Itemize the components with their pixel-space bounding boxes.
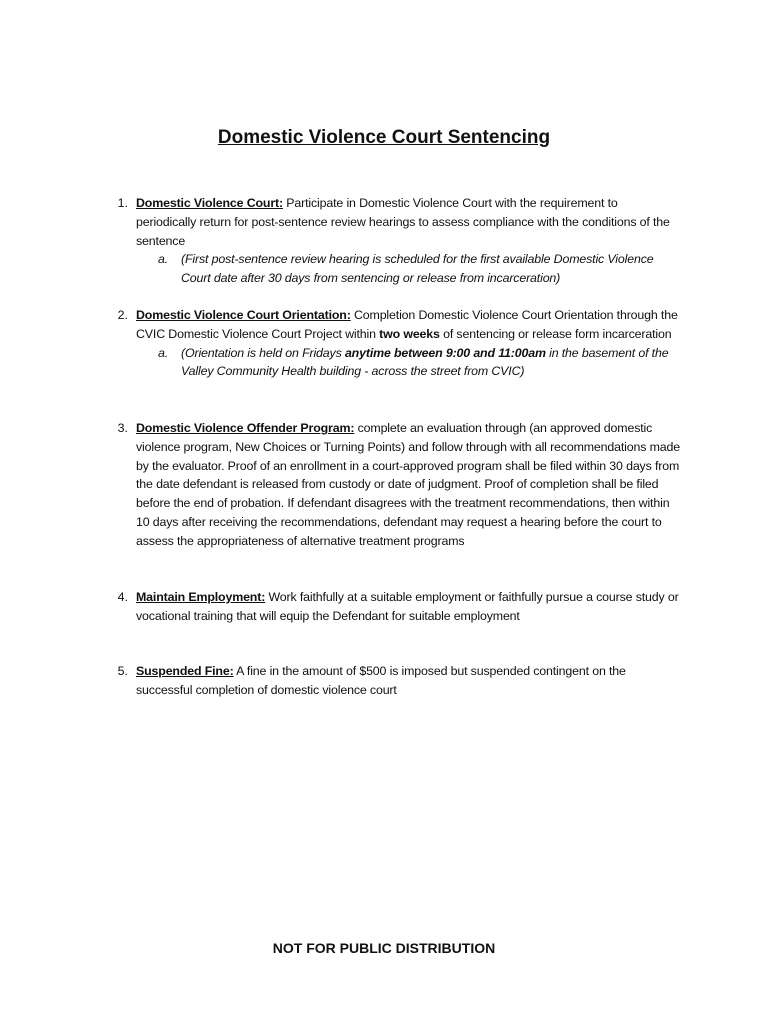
sub-item-text: (First post-sentence review hearing is scheduled for the first available Domestic Violence Court date after 30 days from sentencing or release from incarceration) <box>181 252 654 286</box>
list-item-number: 1. <box>117 196 128 210</box>
list-item-text: of sentencing or release form incarceration <box>439 326 672 341</box>
list-item-text-bold: two weeks <box>379 326 440 341</box>
page-title: Domestic Violence Court Sentencing <box>217 127 551 148</box>
list-item-body <box>136 194 681 288</box>
list-item-body <box>136 419 681 551</box>
list-item-number: 2. <box>117 308 128 322</box>
sub-item <box>136 344 681 382</box>
sub-item-letter: a. <box>158 345 169 360</box>
sub-item-letter: a. <box>158 252 169 267</box>
list-item-body <box>136 588 681 626</box>
list-item-number: 4. <box>117 590 128 604</box>
sub-item-text-bold: anytime between 9:00 and 11:00am <box>344 345 546 360</box>
list-item-heading: Domestic Violence Court Orientation: <box>136 308 351 322</box>
list-item-text: Work faithfully at a suitable employment or faithfully pursue a course study or vocational training that will equip the Defendant for suitable employment <box>136 590 679 623</box>
list-item-number: 5. <box>117 664 128 678</box>
footer-notice: NOT FOR PUBLIC DISTRIBUTION <box>272 940 496 956</box>
list-item-text: complete an evaluation through (an approved domestic violence program, New Choices or Turning Points) and follow through with all recommendations made by the evaluator. Proof of an enrollment in a court-approved program shall be filed within 30 days from the date defendant is released from custody or date of judgment. Proof of completion shall be filed before the end of probation. If defendant disagrees with the treatment recommendations, then within 10 days after receiving the recommendations, defendant may request a hearing before the court to assess the appropriateness of alternative treatment programs <box>136 421 680 548</box>
list-item-text: A fine in the amount of $500 is imposed but suspended contingent on the successful completion of domestic violence court <box>136 664 626 697</box>
list-item-body <box>136 306 681 381</box>
list-item-text: Participate in Domestic Violence Court with the requirement to periodically return for post-sentence review hearings to assess compliance with the conditions of the sentence <box>136 196 670 248</box>
sub-item <box>136 250 681 288</box>
list-item-heading: Domestic Violence Offender Program: <box>136 421 355 435</box>
list-item-text: Completion Domestic Violence Court Orientation through the CVIC Domestic Violence Court Project within <box>136 308 678 341</box>
sub-item-text: (Orientation is held on Fridays <box>181 345 345 360</box>
list-item-heading: Domestic Violence Court: <box>136 196 283 210</box>
list-item-body <box>136 662 681 700</box>
sub-item-text: in the basement of the Valley Community Health building - across the street from CVIC) <box>181 345 669 379</box>
list-item-heading: Maintain Employment: <box>136 590 266 604</box>
list-item-heading: Suspended Fine: <box>136 664 234 678</box>
list-item-number: 3. <box>117 421 128 435</box>
